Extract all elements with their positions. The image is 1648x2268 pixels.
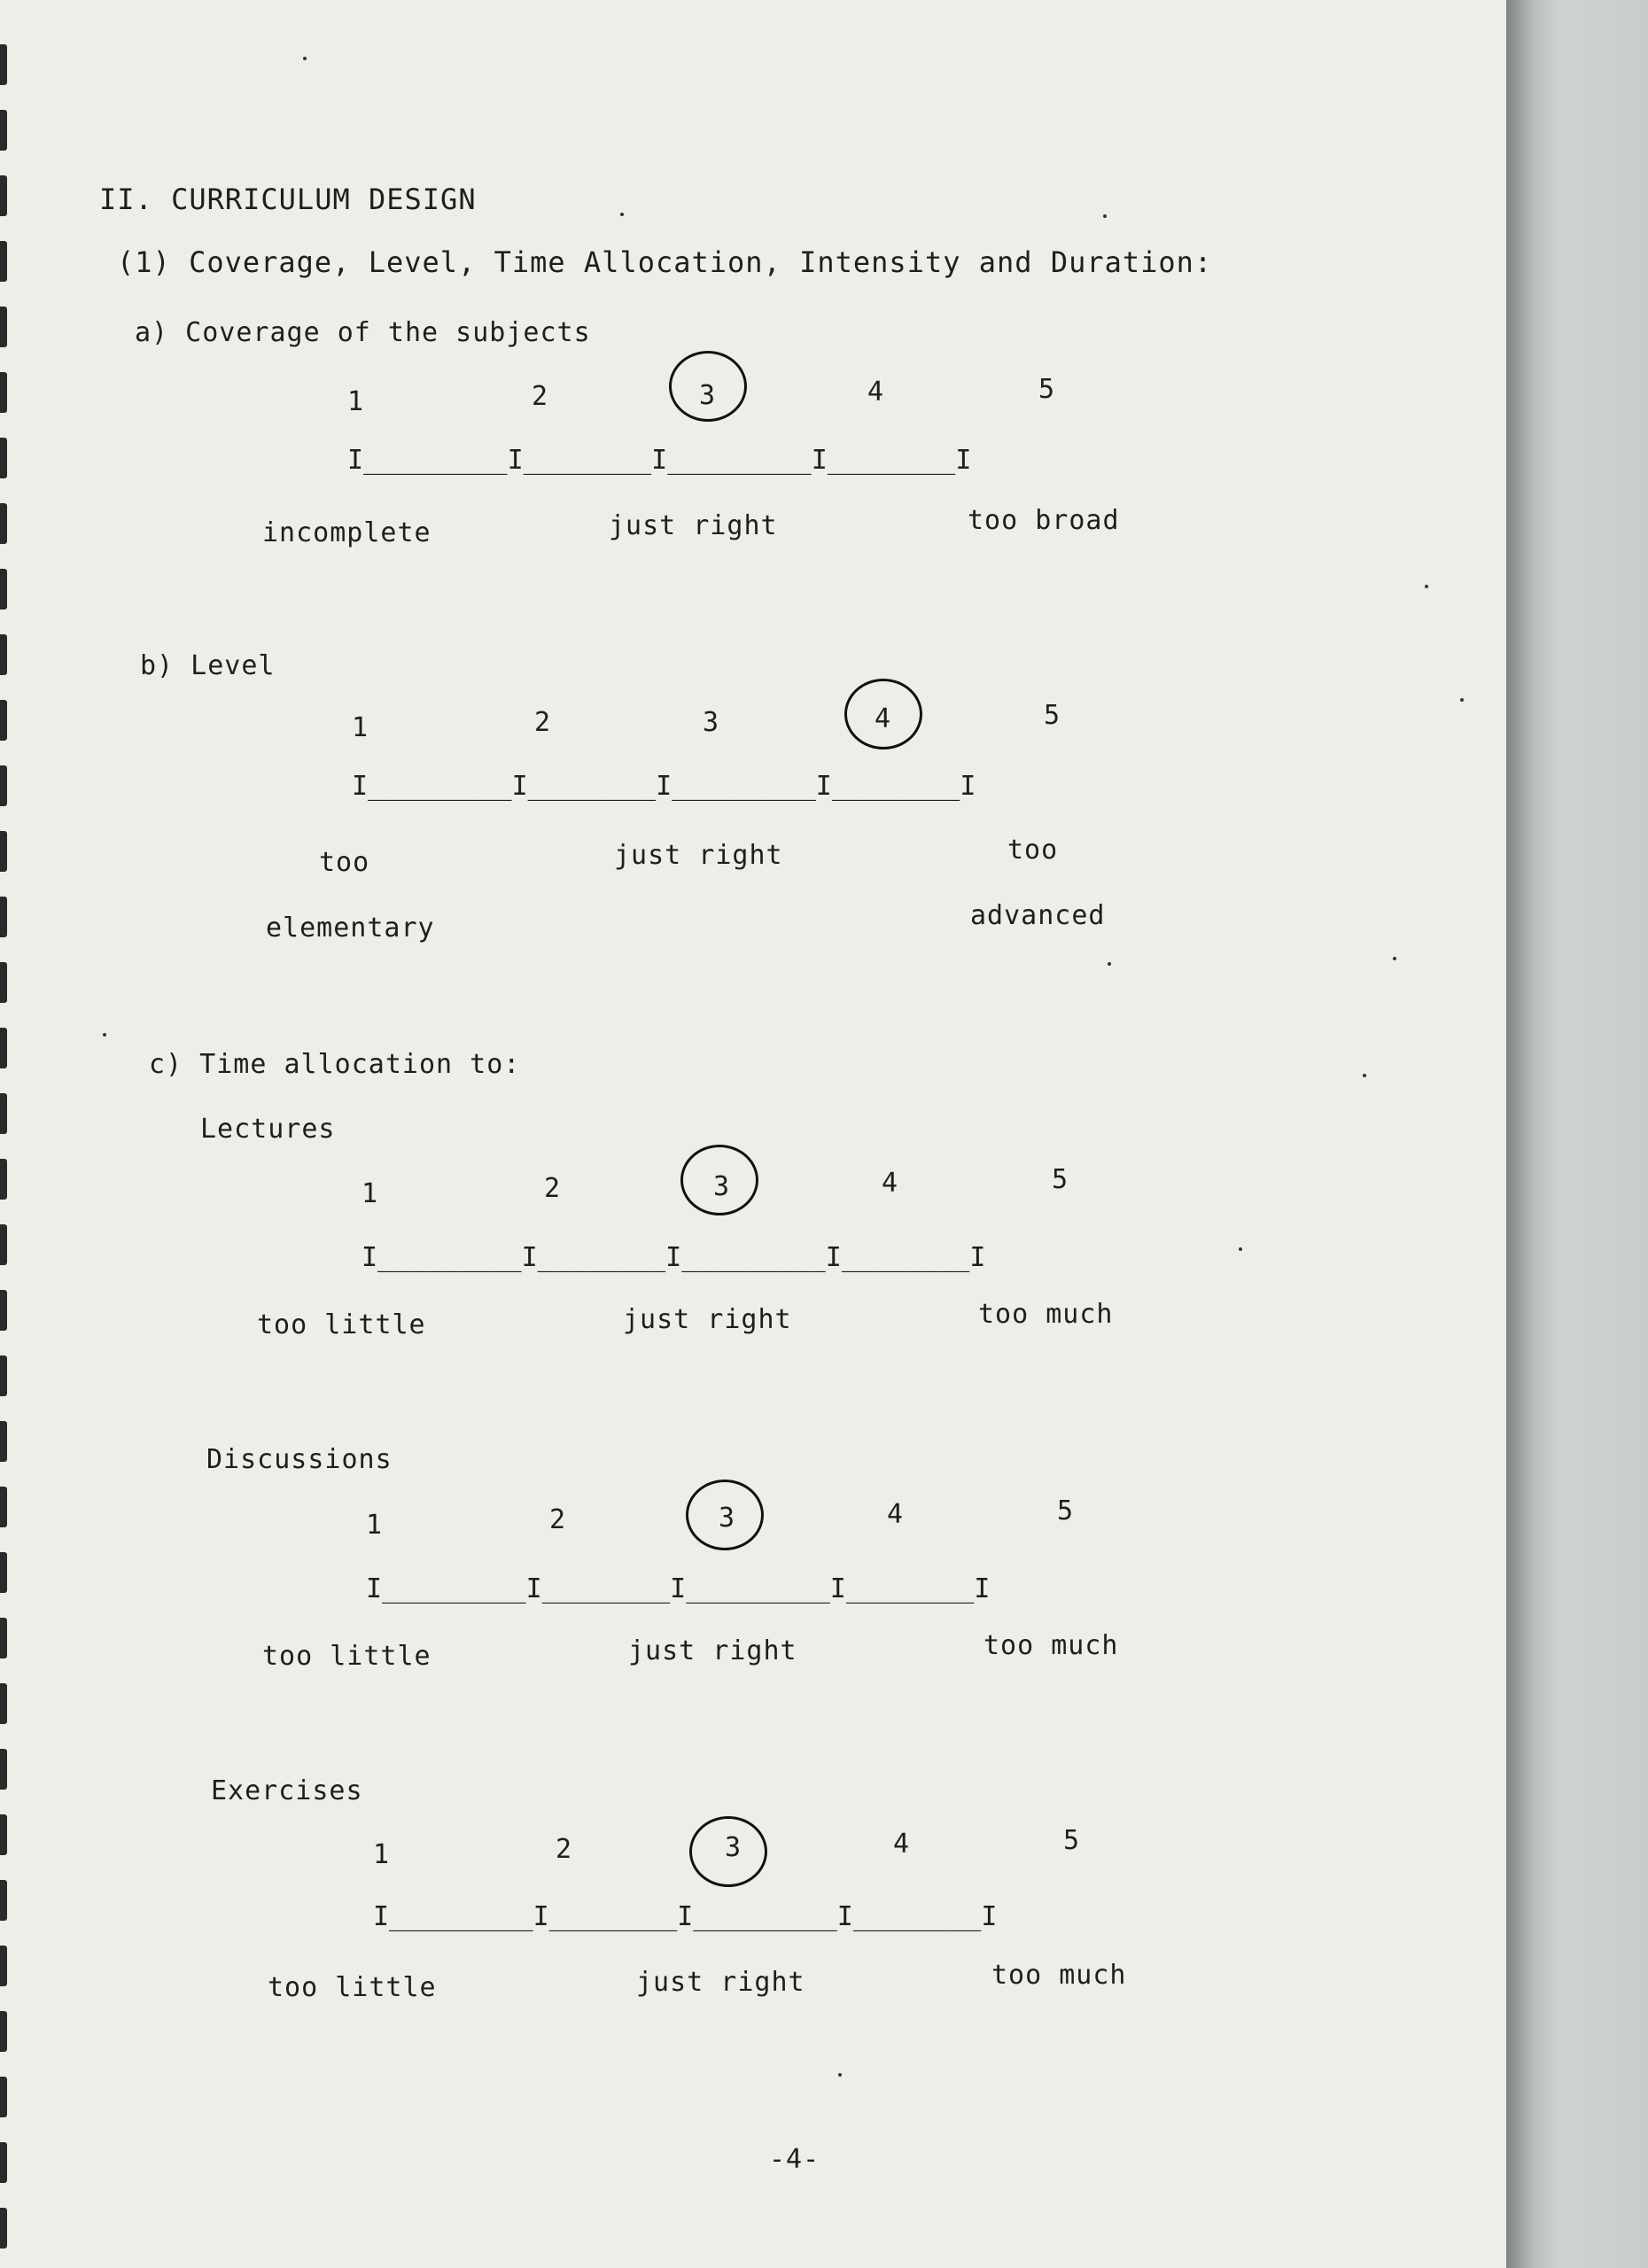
lectures-heading: Lectures bbox=[200, 1114, 336, 1145]
scale-number: 5 bbox=[1052, 1164, 1069, 1195]
scale-number: 2 bbox=[532, 381, 549, 412]
scale-number: 4 bbox=[893, 1829, 911, 1860]
binding-mark bbox=[0, 962, 7, 1003]
binding-mark bbox=[0, 1487, 7, 1527]
scale-label-left: incomplete bbox=[262, 517, 431, 548]
speck bbox=[1425, 585, 1428, 588]
scale-number: 4 bbox=[875, 703, 892, 734]
binding-mark bbox=[0, 307, 7, 347]
rating-scale-line: I_________I________I_________I________I bbox=[366, 1573, 991, 1604]
rating-scale-line: I_________I________I_________I________I bbox=[373, 1901, 998, 1932]
subsection-title: (1) Coverage, Level, Time Allocation, Intensity and Duration: bbox=[117, 245, 1213, 279]
speck bbox=[303, 57, 307, 60]
binding-mark bbox=[0, 700, 7, 741]
binding-mark bbox=[0, 175, 7, 216]
selection-circle bbox=[680, 1145, 758, 1216]
scale-number: 1 bbox=[352, 712, 369, 743]
binding-mark bbox=[0, 1290, 7, 1331]
scale-label-right: too much bbox=[991, 1960, 1127, 1991]
discussions-heading: Discussions bbox=[206, 1444, 393, 1475]
speck bbox=[1393, 957, 1396, 960]
speck bbox=[620, 213, 624, 216]
scale-label-right: too bbox=[1007, 835, 1059, 866]
scale-label-mid: just right bbox=[628, 1635, 797, 1666]
scale-label-mid: just right bbox=[614, 840, 783, 871]
scale-label-right-2: advanced bbox=[970, 900, 1106, 931]
speck bbox=[103, 1033, 106, 1037]
scale-label-mid: just right bbox=[636, 1967, 805, 1998]
binding-mark bbox=[0, 2077, 7, 2117]
binding-mark bbox=[0, 1355, 7, 1396]
selection-circle bbox=[689, 1816, 767, 1887]
scale-label-left: too little bbox=[257, 1309, 426, 1340]
binding-mark bbox=[0, 44, 7, 85]
scale-label-mid: just right bbox=[609, 510, 778, 541]
scale-number: 2 bbox=[549, 1504, 567, 1535]
scale-label-left: too little bbox=[268, 1972, 437, 2003]
binding-mark bbox=[0, 372, 7, 413]
speck bbox=[838, 2073, 842, 2077]
scale-number: 1 bbox=[373, 1839, 391, 1870]
scale-label-right: too broad bbox=[968, 505, 1120, 536]
binding-mark bbox=[0, 1159, 7, 1200]
section-title: II. CURRICULUM DESIGN bbox=[99, 183, 477, 216]
binding-mark bbox=[0, 1749, 7, 1790]
page-number: -4- bbox=[769, 2144, 820, 2175]
binding-mark bbox=[0, 1880, 7, 1921]
paper-edge bbox=[1506, 0, 1648, 2268]
binding-mark bbox=[0, 569, 7, 610]
rating-scale-line: I_________I________I_________I________I bbox=[347, 445, 972, 476]
binding-mark bbox=[0, 831, 7, 872]
binding-mark bbox=[0, 1421, 7, 1462]
speck bbox=[1103, 214, 1107, 218]
binding-mark bbox=[0, 1683, 7, 1724]
scale-number: 5 bbox=[1063, 1825, 1081, 1856]
scale-number: 4 bbox=[882, 1168, 899, 1199]
binding-mark bbox=[0, 1946, 7, 1986]
rating-scale-line: I_________I________I_________I________I bbox=[352, 771, 976, 802]
binding-mark bbox=[0, 2011, 7, 2052]
scale-label-right: too much bbox=[983, 1630, 1119, 1661]
selection-circle bbox=[669, 351, 747, 422]
scale-label-mid: just right bbox=[623, 1304, 792, 1335]
scale-number: 3 bbox=[699, 380, 717, 411]
scale-label-left: too little bbox=[262, 1641, 431, 1672]
speck bbox=[1363, 1074, 1366, 1077]
selection-circle bbox=[686, 1480, 764, 1550]
scale-number: 3 bbox=[703, 707, 720, 738]
scale-label-left: too bbox=[319, 847, 370, 878]
scale-number: 2 bbox=[544, 1173, 562, 1204]
scale-number: 4 bbox=[867, 377, 885, 408]
scale-label-left-2: elementary bbox=[266, 913, 435, 944]
scale-label-right: too much bbox=[978, 1299, 1114, 1330]
binding-mark bbox=[0, 1814, 7, 1855]
rating-scale-line: I_________I________I_________I________I bbox=[361, 1242, 986, 1273]
scale-number: 5 bbox=[1044, 700, 1061, 731]
speck bbox=[1460, 698, 1464, 702]
speck bbox=[1239, 1247, 1242, 1251]
scale-number: 1 bbox=[366, 1510, 384, 1541]
binding-mark bbox=[0, 110, 7, 151]
binding-mark bbox=[0, 438, 7, 478]
speck bbox=[1108, 962, 1111, 966]
binding-mark bbox=[0, 1224, 7, 1265]
binding-mark bbox=[0, 1618, 7, 1658]
scale-number: 4 bbox=[887, 1499, 905, 1530]
scale-number: 1 bbox=[361, 1178, 379, 1209]
binding-mark bbox=[0, 2208, 7, 2249]
scale-number: 3 bbox=[719, 1503, 736, 1534]
scale-number: 1 bbox=[347, 386, 365, 417]
time-allocation-heading: c) Time allocation to: bbox=[149, 1049, 521, 1080]
binding-mark bbox=[0, 1552, 7, 1593]
scale-number: 5 bbox=[1057, 1495, 1075, 1526]
scale-number: 5 bbox=[1038, 374, 1056, 405]
scale-number: 2 bbox=[556, 1834, 573, 1865]
binding-mark bbox=[0, 1028, 7, 1068]
scale-number: 3 bbox=[713, 1171, 731, 1202]
binding-mark bbox=[0, 1093, 7, 1134]
binding-mark bbox=[0, 765, 7, 806]
binding-mark bbox=[0, 503, 7, 544]
scale-number: 2 bbox=[534, 707, 552, 738]
binding-mark bbox=[0, 241, 7, 282]
binding-mark bbox=[0, 2142, 7, 2183]
exercises-heading: Exercises bbox=[211, 1775, 363, 1806]
level-heading: b) Level bbox=[140, 650, 276, 681]
coverage-heading: a) Coverage of the subjects bbox=[135, 317, 591, 348]
binding-mark bbox=[0, 634, 7, 675]
binding-mark bbox=[0, 897, 7, 937]
selection-circle bbox=[844, 679, 922, 750]
scale-number: 3 bbox=[725, 1832, 742, 1863]
